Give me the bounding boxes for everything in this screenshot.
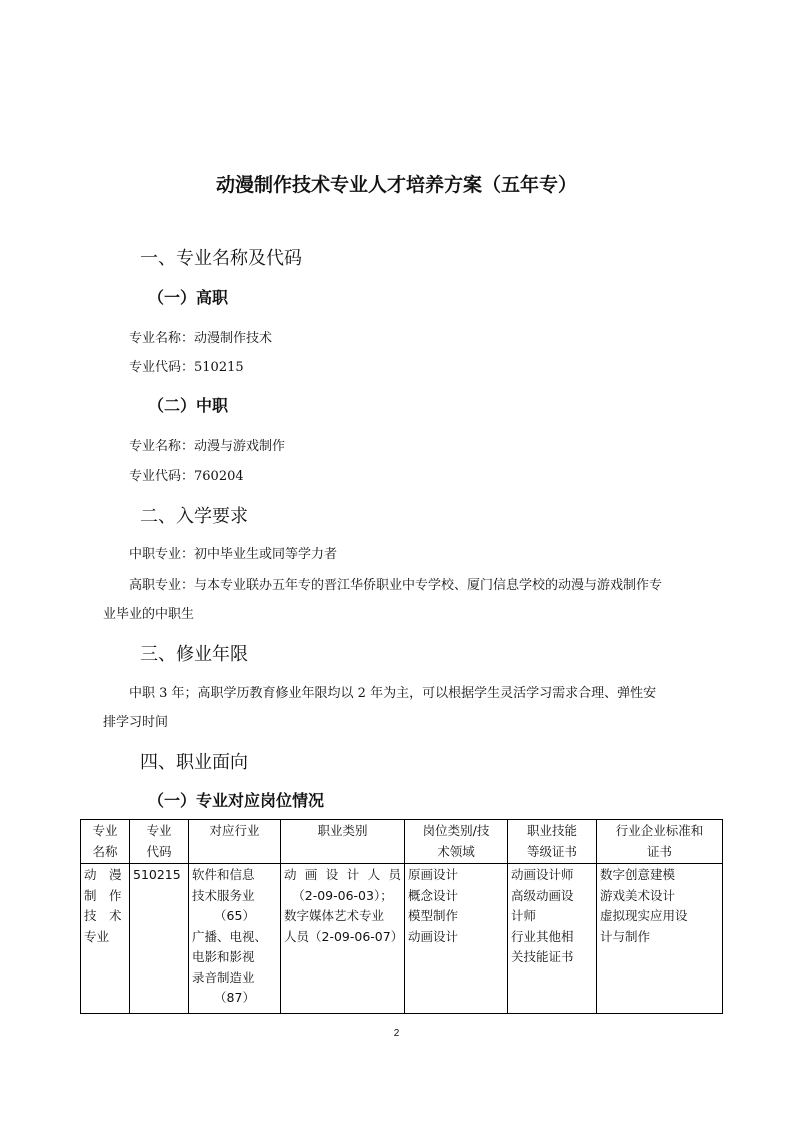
header-occupation-category: 职业类别 [281,820,405,864]
admission-vocational-line1: 高职专业：与本专业联办五年专的晋江华侨职业中专学校、厦门信息学校的动漫与游戏制作专 [129,578,663,593]
header-industry-standard: 行业企业标准和 证书 [597,820,723,864]
header-major-code: 专业 代码 [130,820,189,864]
header-major-name: 专业 名称 [81,820,130,864]
study-duration-line2: 排学习时间 [103,715,169,730]
table-header-row [81,820,723,864]
cell-position-field: 原画设计 概念设计 模型制作 动画设计 [405,864,508,1014]
cell-occupation-category: 动画设计人员 （2-09-06-03）； 数字媒体艺术专业 人员（2-09-06-07） [281,864,405,1014]
page-number: 2 [393,1028,400,1039]
cell-skill-certificate: 动画设计师 高级动画设 计师 行业其他相 关技能证书 [508,864,597,1014]
major-name-vocational: 专业名称：动漫制作技术 [129,331,273,346]
header-industry: 对应行业 [189,820,281,864]
section-1-2-heading: （二）中职 [148,396,229,415]
header-position-field: 岗位类别/技 术领域 [405,820,508,864]
section-1-heading: 一、专业名称及代码 [140,248,302,269]
section-3-heading: 三、修业年限 [140,644,248,665]
header-skill-certificate: 职业技能 等级证书 [508,820,597,864]
cell-industry: 软件和信息 技术服务业 （65） 广播、电视、 电影和影视 录音制造业 （87） [189,864,281,1014]
section-4-heading: 四、职业面向 [140,752,248,773]
major-code-vocational: 专业代码：510215 [129,360,244,375]
major-name-secondary: 专业名称：动漫与游戏制作 [129,439,286,454]
cell-major-code: 510215 [130,864,189,1014]
section-2-heading: 二、入学要求 [140,506,248,527]
study-duration-line1: 中职 3 年；高职学历教育修业年限均以 2 年为主，可以根据学生灵活学习需求合理、弹性安 [129,686,657,701]
document-title: 动漫制作技术专业人才培养方案（五年专） [215,174,577,196]
major-code-secondary: 专业代码：760204 [129,469,244,484]
section-1-1-heading: （一）高职 [148,288,229,307]
job-positions-table [80,819,723,1014]
cell-major-name: 动 漫 制 作 技 术 专业 [81,864,130,1014]
table-row [81,864,723,1014]
admission-secondary: 中职专业：初中毕业生或同等学力者 [129,547,338,562]
section-4-1-heading: （一）专业对应岗位情况 [148,791,325,810]
admission-vocational-line2: 业毕业的中职生 [103,607,195,622]
cell-industry-standard: 数字创意建模 游戏美术设计 虚拟现实应用设 计与制作 [597,864,723,1014]
